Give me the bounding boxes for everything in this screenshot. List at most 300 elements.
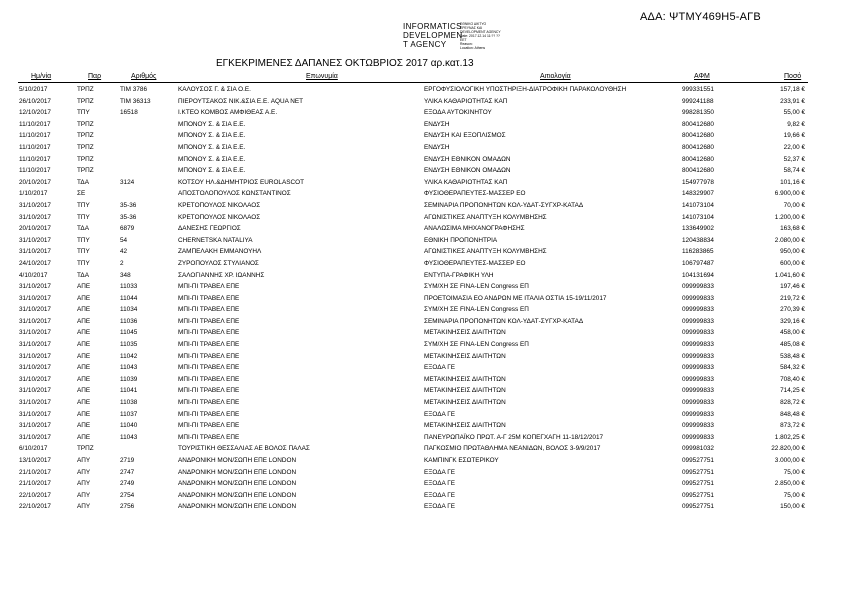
cell-number: 11034 bbox=[120, 306, 138, 314]
cell-date: 31/10/2017 bbox=[19, 201, 51, 209]
cell-type: ΑΠΕ bbox=[77, 317, 91, 325]
cell-description: ΑΝΑΛΩΣΙΜΑ ΜΗΧΑΝΟΓΡΑΦΗΣΗΣ bbox=[424, 225, 525, 233]
cell-number: 348 bbox=[120, 271, 131, 279]
logo-small-2: ΕΡΕΥΝΑΣ ΚΑΙ bbox=[460, 26, 483, 30]
cell-number: 2747 bbox=[120, 468, 135, 476]
cell-afm: 099999833 bbox=[682, 364, 714, 372]
logo-small-4: Date: 2017.12.14 11:?? ?? bbox=[460, 34, 500, 38]
cell-description: ΣΥΜ/ΧΗ ΣΕ FINA-LEN Congress ΕΠ bbox=[424, 341, 529, 349]
cell-amount: 714,25 € bbox=[780, 387, 805, 395]
table-row bbox=[0, 432, 842, 444]
cell-date: 26/10/2017 bbox=[19, 97, 51, 105]
cell-description: ΕΞΟΔΑ ΓΕ bbox=[424, 491, 455, 499]
cell-date: 11/10/2017 bbox=[19, 155, 51, 163]
cell-amount: 3.000,00 € bbox=[774, 457, 805, 464]
cell-description: ΜΕΤΑΚΙΝΗΣΕΙΣ ΔΙΑΙΤΗΤΩΝ bbox=[424, 399, 506, 407]
cell-afm: 099527751 bbox=[682, 491, 714, 499]
cell-number: 16518 bbox=[120, 109, 138, 117]
cell-amount: 584,32 € bbox=[780, 364, 805, 372]
table-row bbox=[0, 420, 842, 432]
table-row bbox=[0, 327, 842, 339]
cell-description: ΠΑΓΚΟΣΜΙΟ ΠΡΩΤΑΘΛΗΜΑ ΝΕΑΝΙΔΩΝ, ΒΟΛΟΣ 3-9/9/2017 bbox=[424, 445, 601, 453]
cell-type: ΑΠΕ bbox=[77, 399, 91, 407]
cell-type: ΑΠΥ bbox=[77, 468, 91, 476]
cell-date: 31/10/2017 bbox=[19, 213, 51, 221]
cell-amount: 233,91 € bbox=[780, 97, 805, 105]
cell-description: ΦΥΣΙΟΘΕΡΑΠΕΥΤΕΣ-ΜΑΣΣΕΡ ΕΟ bbox=[424, 190, 526, 198]
cell-type: ΤΠΥ bbox=[77, 213, 90, 221]
cell-type: ΑΠΕ bbox=[77, 283, 91, 291]
cell-amount: 1.200,00 € bbox=[774, 213, 805, 221]
cell-date: 31/10/2017 bbox=[19, 341, 51, 349]
cell-afm: 099999833 bbox=[682, 329, 714, 337]
cell-description: ΜΕΤΑΚΙΝΗΣΕΙΣ ΔΙΑΙΤΗΤΩΝ bbox=[424, 387, 506, 395]
cell-date: 31/10/2017 bbox=[19, 306, 51, 314]
table-row bbox=[0, 119, 842, 131]
table-row bbox=[0, 374, 842, 386]
table-row bbox=[0, 281, 842, 293]
cell-beneficiary: ΜΠΙ-ΠΙ ΤΡΑΒΕΛ ΕΠΕ bbox=[178, 294, 240, 302]
cell-amount: 163,68 € bbox=[780, 225, 805, 233]
cell-description: ΣΕΜΙΝΑΡΙΑ ΠΡΟΠΟΝΗΤΩΝ ΚΟΛ-ΥΔΑΤ-ΣΥΓΧΡ-ΚΑΤΑΔ bbox=[424, 317, 584, 325]
cell-date: 31/10/2017 bbox=[19, 364, 51, 372]
cell-type: ΑΠΕ bbox=[77, 410, 91, 418]
cell-afm: 106797487 bbox=[682, 259, 714, 267]
cell-afm: 120438834 bbox=[682, 236, 714, 244]
cell-date: 13/10/2017 bbox=[19, 457, 51, 464]
cell-description: ΕΝΔΥΣΗ ΕΘΝΙΚΟΝ ΟΜΑΔΩΝ bbox=[424, 167, 511, 175]
logo-word-1: INFORMATICS bbox=[403, 22, 462, 31]
cell-description: ΑΓΩΝΙΣΤΙΚΕΣ ΑΝΑΠΤΥΞΗ ΚΟΛΥΜΒΗΣΗΣ bbox=[424, 213, 547, 221]
table-row bbox=[0, 293, 842, 305]
cell-description: ΦΥΣΙΟΘΕΡΑΠΕΥΤΕΣ-ΜΑΣΣΕΡ ΕΟ bbox=[424, 259, 526, 267]
cell-number: 11037 bbox=[120, 410, 138, 418]
cell-afm: 099999833 bbox=[682, 399, 714, 407]
header-afm: ΑΦΜ bbox=[694, 73, 710, 80]
header-amount: Ποσό bbox=[784, 73, 802, 80]
table-row bbox=[0, 385, 842, 397]
cell-description: ΕΞΟΔΑ ΓΕ bbox=[424, 503, 455, 511]
cell-afm: 099527751 bbox=[682, 503, 714, 511]
table-row bbox=[0, 96, 842, 108]
cell-type: ΤΡΠΖ bbox=[77, 167, 94, 175]
cell-beneficiary: ΖΑΜΠΕΛΑΚΗ ΕΜΜΑΝΟΥΗΛ bbox=[178, 248, 262, 256]
cell-type: ΤΠΥ bbox=[77, 248, 90, 256]
cell-type: ΤΔΑ bbox=[77, 178, 89, 186]
cell-amount: 219,72 € bbox=[780, 294, 805, 302]
cell-beneficiary: ΜΠΙ-ΠΙ ΤΡΑΒΕΛ ΕΠΕ bbox=[178, 422, 240, 430]
table-row bbox=[0, 351, 842, 363]
table-row bbox=[0, 246, 842, 258]
cell-beneficiary: ΖΥΡΟΠΟΥΛΟΣ ΣΤΥΛΙΑΝΟΣ bbox=[178, 259, 259, 267]
cell-beneficiary: ΑΠΟΣΤΟΛΟΠΟΥΛΟΣ ΚΩΝΣΤΑΝΤΙΝΟΣ bbox=[178, 190, 291, 198]
document-title: ΕΓΚΕΚΡΙΜΕΝΕΣ ΔΑΠΑΝΕΣ ΟΚΤΩΒΡΙΟΣ 2017 αρ.κατ.13 bbox=[216, 58, 474, 69]
table-row bbox=[0, 84, 842, 96]
cell-type: ΣΕ bbox=[77, 190, 86, 198]
cell-number: 54 bbox=[120, 236, 128, 244]
cell-date: 31/10/2017 bbox=[19, 422, 51, 430]
cell-amount: 58,74 € bbox=[783, 167, 805, 175]
cell-date: 31/10/2017 bbox=[19, 375, 51, 383]
cell-afm: 998281350 bbox=[682, 109, 714, 117]
cell-beneficiary: ΑΝΔΡΟΝΙΚΗ ΜΟΝ/ΣΩΠΗ ΕΠΕ LONDON bbox=[178, 468, 297, 476]
cell-date: 20/10/2017 bbox=[19, 225, 51, 233]
cell-beneficiary: CHERNETSKA NATALIYA bbox=[178, 236, 253, 244]
logo-word-3: T AGENCY bbox=[403, 40, 447, 49]
cell-amount: 150,00 € bbox=[780, 503, 805, 511]
cell-beneficiary: ΜΠΙ-ΠΙ ΤΡΑΒΕΛ ΕΠΕ bbox=[178, 387, 240, 395]
cell-description: ΥΛΙΚΑ ΚΑΘΑΡΙΟΤΗΤΑΣ ΚΑΠ bbox=[424, 178, 508, 186]
cell-afm: 099999833 bbox=[682, 341, 714, 349]
cell-date: 6/10/2017 bbox=[19, 445, 48, 453]
cell-afm: 141073104 bbox=[682, 213, 714, 221]
cell-date: 11/10/2017 bbox=[19, 132, 51, 140]
cell-beneficiary: ΜΠΙ-ΠΙ ΤΡΑΒΕΛ ΕΠΕ bbox=[178, 341, 240, 349]
cell-amount: 75,00 € bbox=[783, 491, 805, 499]
cell-date: 21/10/2017 bbox=[19, 468, 51, 476]
cell-type: ΑΠΕ bbox=[77, 364, 91, 372]
cell-date: 11/10/2017 bbox=[19, 120, 51, 128]
cell-type: ΤΡΠΖ bbox=[77, 86, 94, 93]
cell-type: ΑΠΥ bbox=[77, 457, 91, 464]
cell-date: 20/10/2017 bbox=[19, 178, 51, 186]
cell-beneficiary: ΔΑΝΕΣΗΣ ΓΕΩΡΓΙΟΣ bbox=[178, 225, 241, 233]
cell-afm: 104131694 bbox=[682, 271, 714, 279]
cell-date: 31/10/2017 bbox=[19, 387, 51, 395]
cell-amount: 1.802,25 € bbox=[774, 433, 805, 441]
table-row bbox=[0, 339, 842, 351]
cell-type: ΤΔΑ bbox=[77, 271, 89, 279]
cell-beneficiary: ΜΠΙ-ΠΙ ΤΡΑΒΕΛ ΕΠΕ bbox=[178, 399, 240, 407]
cell-amount: 6.900,00 € bbox=[774, 190, 805, 198]
cell-number: 2756 bbox=[120, 503, 135, 511]
table-row bbox=[0, 223, 842, 235]
header-divider bbox=[18, 82, 808, 83]
table-row bbox=[0, 107, 842, 119]
cell-amount: 19,66 € bbox=[783, 132, 805, 140]
cell-date: 22/10/2017 bbox=[19, 503, 51, 511]
expense-table bbox=[0, 84, 842, 513]
cell-beneficiary: ΜΠΟΝΟΥ Σ. & ΣΙΑ Ε.Ε. bbox=[178, 167, 246, 175]
cell-amount: 2.850,00 € bbox=[774, 480, 805, 488]
cell-description: ΕΞΟΔΑ ΓΕ bbox=[424, 468, 455, 476]
cell-number: 11036 bbox=[120, 317, 138, 325]
cell-description: ΚΑΜΠΙΝΓΚ ΕΣΩΤΕΡΙΚΟΥ bbox=[424, 457, 499, 464]
cell-number: 11039 bbox=[120, 375, 138, 383]
table-row bbox=[0, 467, 842, 479]
cell-number: 2754 bbox=[120, 491, 135, 499]
table-row bbox=[0, 501, 842, 513]
cell-type: ΑΠΕ bbox=[77, 352, 91, 360]
cell-afm: 116283865 bbox=[682, 248, 714, 256]
cell-amount: 1.041,60 € bbox=[774, 271, 805, 279]
cell-type: ΑΠΕ bbox=[77, 329, 91, 337]
cell-number: 11040 bbox=[120, 422, 138, 430]
cell-description: ΕΡΓΟΦΥΣΙΟΛΟΓΙΚΗ ΥΠΟΣΤΗΡΙΞΗ-ΔΙΑΤΡΟΦΙΚΗ ΠΑΡΑΚΟΛΟΥΘΗΣΗ bbox=[424, 86, 627, 93]
cell-afm: 154977978 bbox=[682, 178, 714, 186]
cell-afm: 800412680 bbox=[682, 132, 714, 140]
cell-number: 11038 bbox=[120, 399, 138, 407]
cell-type: ΑΠΥ bbox=[77, 491, 91, 499]
cell-amount: 329,16 € bbox=[780, 317, 805, 325]
cell-afm: 999241188 bbox=[682, 97, 714, 105]
cell-number: 11035 bbox=[120, 341, 138, 349]
cell-description: ΣΥΜ/ΧΗ ΣΕ FINA-LEN Congress ΕΠ bbox=[424, 306, 529, 314]
cell-afm: 800412680 bbox=[682, 143, 714, 151]
cell-beneficiary: ΑΝΔΡΟΝΙΚΗ ΜΟΝ/ΣΩΠΗ ΕΠΕ LONDON bbox=[178, 457, 297, 464]
header-number: Αριθμός bbox=[131, 73, 157, 80]
cell-date: 12/10/2017 bbox=[19, 109, 51, 117]
cell-description: ΕΝΔΥΣΗ bbox=[424, 143, 450, 151]
table-row bbox=[0, 455, 842, 467]
cell-afm: 099999833 bbox=[682, 352, 714, 360]
cell-type: ΤΡΠΖ bbox=[77, 155, 94, 163]
cell-description: ΣΥΜ/ΧΗ ΣΕ FINA-LEN Congress ΕΠ bbox=[424, 283, 529, 291]
table-row bbox=[0, 200, 842, 212]
cell-afm: 099999833 bbox=[682, 283, 714, 291]
cell-afm: 099999833 bbox=[682, 433, 714, 441]
cell-date: 21/10/2017 bbox=[19, 480, 51, 488]
cell-type: ΑΠΕ bbox=[77, 294, 91, 302]
cell-amount: 197,46 € bbox=[780, 283, 805, 291]
cell-beneficiary: ΜΠΙ-ΠΙ ΤΡΑΒΕΛ ΕΠΕ bbox=[178, 410, 240, 418]
cell-date: 31/10/2017 bbox=[19, 329, 51, 337]
cell-number: 11041 bbox=[120, 387, 138, 395]
table-row bbox=[0, 235, 842, 247]
cell-type: ΑΠΕ bbox=[77, 422, 91, 430]
cell-afm: 099527751 bbox=[682, 480, 714, 488]
cell-beneficiary: ΜΠΙ-ΠΙ ΤΡΑΒΕΛ ΕΠΕ bbox=[178, 329, 240, 337]
table-row bbox=[0, 188, 842, 200]
cell-description: ΕΝΤΥΠΑ-ΓΡΑΦΙΚΗ ΥΛΗ bbox=[424, 271, 494, 279]
cell-beneficiary: ΚΡΕΤΟΠΟΥΛΟΣ ΝΙΚΟΛΑΟΣ bbox=[178, 201, 261, 209]
cell-type: ΤΠΥ bbox=[77, 259, 90, 267]
cell-beneficiary: ΜΠΙ-ΠΙ ΤΡΑΒΕΛ ΕΠΕ bbox=[178, 433, 240, 441]
cell-amount: 538,48 € bbox=[780, 352, 805, 360]
cell-amount: 22.820,00 € bbox=[771, 445, 805, 453]
table-row bbox=[0, 478, 842, 490]
table-row bbox=[0, 258, 842, 270]
cell-number: 11043 bbox=[120, 433, 138, 441]
logo-small-7: Location: Athens bbox=[460, 46, 486, 50]
cell-afm: 099527751 bbox=[682, 457, 714, 464]
cell-afm: 800412680 bbox=[682, 167, 714, 175]
cell-date: 31/10/2017 bbox=[19, 410, 51, 418]
cell-amount: 55,00 € bbox=[783, 109, 805, 117]
cell-description: ΥΛΙΚΑ ΚΑΘΑΡΙΟΤΗΤΑΣ ΚΑΠ bbox=[424, 97, 508, 105]
logo-small-3: DEVELOPMENT AGENCY bbox=[460, 30, 501, 34]
cell-amount: 2.080,00 € bbox=[774, 236, 805, 244]
cell-description: ΜΕΤΑΚΙΝΗΣΕΙΣ ΔΙΑΙΤΗΤΩΝ bbox=[424, 375, 506, 383]
cell-beneficiary: ΑΝΔΡΟΝΙΚΗ ΜΟΝ/ΣΩΠΗ ΕΠΕ LONDON bbox=[178, 480, 297, 488]
cell-afm: 099999833 bbox=[682, 306, 714, 314]
cell-type: ΤΡΠΖ bbox=[77, 132, 94, 140]
cell-date: 31/10/2017 bbox=[19, 294, 51, 302]
cell-type: ΑΠΕ bbox=[77, 387, 91, 395]
cell-amount: 52,37 € bbox=[783, 155, 805, 163]
cell-afm: 800412680 bbox=[682, 155, 714, 163]
cell-type: ΑΠΥ bbox=[77, 480, 91, 488]
cell-beneficiary: ΜΠΟΝΟΥ Σ. & ΣΙΑ Ε.Ε. bbox=[178, 120, 246, 128]
cell-afm: 099981032 bbox=[682, 445, 714, 453]
cell-description: ΕΞΟΔΑ ΓΕ bbox=[424, 480, 455, 488]
cell-date: 24/10/2017 bbox=[19, 259, 51, 267]
table-row bbox=[0, 316, 842, 328]
cell-type: ΑΠΥ bbox=[77, 503, 91, 511]
cell-type: ΑΠΕ bbox=[77, 306, 91, 314]
header-beneficiary: Επωνυμία bbox=[306, 73, 338, 80]
signature-logo bbox=[403, 22, 543, 52]
cell-description: ΕΝΔΥΣΗ ΕΘΝΙΚΟΝ ΟΜΑΔΩΝ bbox=[424, 155, 511, 163]
cell-description: ΜΕΤΑΚΙΝΗΣΕΙΣ ΔΙΑΙΤΗΤΩΝ bbox=[424, 352, 506, 360]
cell-beneficiary: ΑΝΔΡΟΝΙΚΗ ΜΟΝ/ΣΩΠΗ ΕΠΕ LONDON bbox=[178, 503, 297, 511]
ada-code: ΑΔΑ: ΨΤΜΥ469Η5-ΑΓΒ bbox=[640, 11, 761, 23]
header-date: Ημ/νία bbox=[31, 73, 52, 80]
cell-description: ΕΞΟΔΑ ΓΕ bbox=[424, 364, 455, 372]
cell-afm: 800412680 bbox=[682, 120, 714, 128]
table-row bbox=[0, 490, 842, 502]
cell-number: 11042 bbox=[120, 352, 138, 360]
cell-afm: 099527751 bbox=[682, 468, 714, 476]
cell-afm: 099999833 bbox=[682, 375, 714, 383]
cell-amount: 157,18 € bbox=[780, 86, 805, 93]
cell-amount: 70,00 € bbox=[783, 201, 805, 209]
cell-amount: 600,00 € bbox=[780, 259, 805, 267]
cell-beneficiary: ΚΟΤΣΟΥ ΗΛ.&ΔΗΜΗΤΡΙΟΣ EUROLASCOT bbox=[178, 178, 304, 186]
cell-number: 6879 bbox=[120, 225, 135, 233]
cell-amount: 75,00 € bbox=[783, 468, 805, 476]
cell-afm: 133649902 bbox=[682, 225, 714, 233]
cell-amount: 708,40 € bbox=[780, 375, 805, 383]
cell-description: ΠΑΝΕΥΡΩΠΑΪΚΟ ΠΡΩΤ. Α-Γ 25Μ ΚΟΠΕΓΧΑΓΗ 11-18/12/2017 bbox=[424, 433, 604, 441]
cell-amount: 485,08 € bbox=[780, 341, 805, 349]
cell-beneficiary: ΜΠΟΝΟΥ Σ. & ΣΙΑ Ε.Ε. bbox=[178, 155, 246, 163]
cell-afm: 099999833 bbox=[682, 387, 714, 395]
cell-beneficiary: ΚΑΛΟΥΣΟΣ Γ. & ΣΙΑ Ο.Ε. bbox=[178, 86, 251, 93]
table-row bbox=[0, 142, 842, 154]
cell-amount: 873,72 € bbox=[780, 422, 805, 430]
cell-beneficiary: ΠΙΕΡΟΥΤΣΑΚΟΣ ΝΙΚ.&ΣΙΑ Ε.Ε. AQUA NET bbox=[178, 97, 304, 105]
cell-type: ΑΠΕ bbox=[77, 433, 91, 441]
cell-number: TIM 36313 bbox=[120, 97, 151, 105]
table-row bbox=[0, 154, 842, 166]
cell-beneficiary: ΜΠΙ-ΠΙ ΤΡΑΒΕΛ ΕΠΕ bbox=[178, 283, 240, 291]
cell-date: 31/10/2017 bbox=[19, 352, 51, 360]
table-row bbox=[0, 304, 842, 316]
cell-description: ΜΕΤΑΚΙΝΗΣΕΙΣ ΔΙΑΙΤΗΤΩΝ bbox=[424, 329, 506, 337]
cell-amount: 458,00 € bbox=[780, 329, 805, 337]
cell-type: ΑΠΕ bbox=[77, 375, 91, 383]
cell-afm: 999331551 bbox=[682, 86, 714, 93]
cell-date: 31/10/2017 bbox=[19, 399, 51, 407]
cell-amount: 101,16 € bbox=[780, 178, 805, 186]
cell-amount: 9,82 € bbox=[787, 120, 805, 128]
cell-date: 22/10/2017 bbox=[19, 491, 51, 499]
cell-type: ΤΡΠΖ bbox=[77, 97, 94, 105]
cell-beneficiary: ΤΟΥΡΙΣΤΙΚΗ ΘΕΣΣΑΛΙΑΣ ΑΕ ΒΟΛΟΣ ΠΑΛΑΣ bbox=[178, 445, 310, 453]
cell-date: 5/10/2017 bbox=[19, 86, 48, 93]
cell-beneficiary: ΜΠΙ-ΠΙ ΤΡΑΒΕΛ ΕΠΕ bbox=[178, 306, 240, 314]
cell-description: ΑΓΩΝΙΣΤΙΚΕΣ ΑΝΑΠΤΥΞΗ ΚΟΛΥΜΒΗΣΗΣ bbox=[424, 248, 547, 256]
cell-description: ΕΝΔΥΣΗ bbox=[424, 120, 450, 128]
cell-number: 11045 bbox=[120, 329, 138, 337]
logo-small-5: EET bbox=[460, 38, 467, 42]
cell-beneficiary: ΚΡΕΤΟΠΟΥΛΟΣ ΝΙΚΟΛΑΟΣ bbox=[178, 213, 261, 221]
cell-description: ΣΕΜΙΝΑΡΙΑ ΠΡΟΠΟΝΗΤΩΝ ΚΟΛ-ΥΔΑΤ-ΣΥΓΧΡ-ΚΑΤΑΔ bbox=[424, 201, 584, 209]
cell-type: ΤΠΥ bbox=[77, 236, 90, 244]
cell-date: 1/10/2017 bbox=[19, 190, 48, 198]
header-description: Αιτιολογία bbox=[540, 73, 571, 80]
cell-description: ΕΝΔΥΣΗ ΚΑΙ ΕΞΟΠΛΙΣΜΟΣ bbox=[424, 132, 506, 140]
table-row bbox=[0, 443, 842, 455]
logo-word-2: DEVELOPMEN bbox=[403, 31, 463, 40]
cell-number: 2749 bbox=[120, 480, 135, 488]
cell-description: ΕΘΝΙΚΗ ΠΡΟΠΟΝΗΤΡΙΑ bbox=[424, 236, 498, 244]
cell-beneficiary: ΑΝΔΡΟΝΙΚΗ ΜΟΝ/ΣΩΠΗ ΕΠΕ LONDON bbox=[178, 491, 297, 499]
table-row bbox=[0, 397, 842, 409]
cell-number: 42 bbox=[120, 248, 128, 256]
cell-date: 31/10/2017 bbox=[19, 433, 51, 441]
table-row bbox=[0, 165, 842, 177]
cell-type: ΤΡΠΖ bbox=[77, 445, 94, 453]
cell-type: ΤΠΥ bbox=[77, 109, 90, 117]
cell-amount: 270,39 € bbox=[780, 306, 805, 314]
logo-small-1: ΕΘΝΙΚΟ ΔΙΚΤΥΟ bbox=[460, 22, 487, 26]
table-row bbox=[0, 212, 842, 224]
cell-type: ΤΡΠΖ bbox=[77, 120, 94, 128]
cell-description: ΠΡΟΕΤΟΙΜΑΣΙΑ ΕΟ ΑΝΔΡΩΝ ΜΕ ΙΤΑΛΙΑ ΟΣΤΙΑ 15-19/11/2017 bbox=[424, 294, 607, 302]
cell-afm: 099999833 bbox=[682, 410, 714, 418]
cell-description: ΕΞΟΔΑ ΓΕ bbox=[424, 410, 455, 418]
table-row bbox=[0, 270, 842, 282]
cell-beneficiary: ΜΠΙ-ΠΙ ΤΡΑΒΕΛ ΕΠΕ bbox=[178, 375, 240, 383]
cell-type: ΤΠΥ bbox=[77, 201, 90, 209]
table-row bbox=[0, 130, 842, 142]
cell-afm: 099999833 bbox=[682, 422, 714, 430]
cell-number: 2 bbox=[120, 259, 124, 267]
cell-date: 11/10/2017 bbox=[19, 143, 51, 151]
cell-beneficiary: ΜΠΟΝΟΥ Σ. & ΣΙΑ Ε.Ε. bbox=[178, 143, 246, 151]
cell-beneficiary: ΣΑΛΟΓΙΑΝΝΗΣ ΧΡ. ΙΩΑΝΝΗΣ bbox=[178, 271, 265, 279]
cell-description: ΕΞΟΔΑ ΑΥΤΟΚΙΝΗΤΟΥ bbox=[424, 109, 492, 117]
cell-afm: 148329907 bbox=[682, 190, 714, 198]
cell-date: 31/10/2017 bbox=[19, 317, 51, 325]
cell-amount: 828,72 € bbox=[780, 399, 805, 407]
table-row bbox=[0, 409, 842, 421]
cell-date: 31/10/2017 bbox=[19, 236, 51, 244]
cell-amount: 950,00 € bbox=[780, 248, 805, 256]
cell-beneficiary: ΜΠΙ-ΠΙ ΤΡΑΒΕΛ ΕΠΕ bbox=[178, 317, 240, 325]
cell-beneficiary: ΜΠΙ-ΠΙ ΤΡΑΒΕΛ ΕΠΕ bbox=[178, 364, 240, 372]
cell-number: 11033 bbox=[120, 283, 138, 291]
cell-afm: 099999833 bbox=[682, 294, 714, 302]
cell-number: 2719 bbox=[120, 457, 135, 464]
cell-date: 31/10/2017 bbox=[19, 283, 51, 291]
cell-number: 35-36 bbox=[120, 213, 137, 221]
table-row bbox=[0, 362, 842, 374]
cell-amount: 848,48 € bbox=[780, 410, 805, 418]
cell-type: ΑΠΕ bbox=[77, 341, 91, 349]
cell-beneficiary: ΜΠΙ-ΠΙ ΤΡΑΒΕΛ ΕΠΕ bbox=[178, 352, 240, 360]
cell-number: TIM 3786 bbox=[120, 86, 147, 93]
cell-amount: 22,00 € bbox=[783, 143, 805, 151]
cell-date: 4/10/2017 bbox=[19, 271, 48, 279]
cell-type: ΤΔΑ bbox=[77, 225, 89, 233]
cell-number: 35-36 bbox=[120, 201, 137, 209]
cell-afm: 141073104 bbox=[682, 201, 714, 209]
cell-afm: 099999833 bbox=[682, 317, 714, 325]
cell-date: 11/10/2017 bbox=[19, 167, 51, 175]
